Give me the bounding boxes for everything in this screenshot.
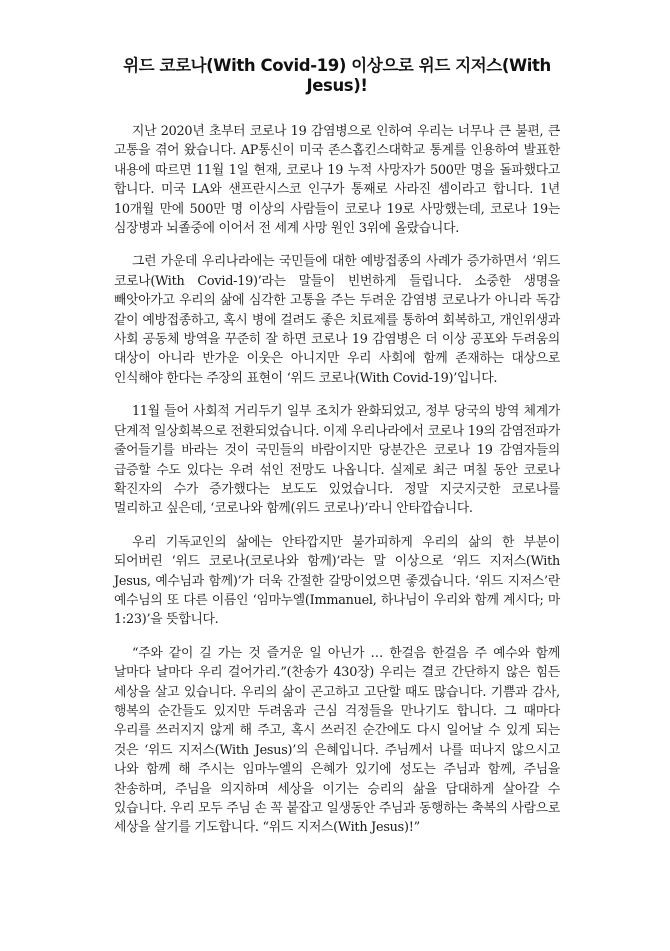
paragraph-with-covid: 그런 가운데 우리나라에는 국민들에 대한 예방접종의 사례가 증가하면서 ‘위드 코로나(With Covid-19)’라는 말들이 빈번하게 들립니다. 소중한 생명을 빼앗아가고 우리의 삶에 심각한 고통을 주는 두려운 감염병 코로나가 아니라 독감 같이 예방접종하고, 혹시 병에 걸려도 좋은 치료제를 통하여 회복하고, 개인위생과 사회 공동체 방역을 꾸준히 잘 하면 코로나 19 감염병은 더 이상 공포와 두려움의 대상이 아니라 반가운 이웃은 아니지만 우리 사회에 함께 존재하는 대상으로 인식해야 한다는 주장의 표현이 ‘위드 코로나(With Covid-19)’입니다. <box>114 254 560 386</box>
paragraph-daily-recovery: 11월 들어 사회적 거리두기 일부 조치가 완화되었고, 정부 당국의 방역 체계가 단계적 일상회복으로 전환되었습니다. 이제 우리나라에서 코로나 19의 감염전파가 줄어들기를 바라는 것이 국민들의 바람이지만 당분간은 코로나 19 감염자들의 급증할 수도 있다는 우려 섞인 전망도 나옵니다. 실제로 최근 며칠 동안 코로나 확진자의 수가 증가했다는 보도도 있었습니다. 정말 지긋지긋한 코로나를 멀리하고 싶은데, ‘코로나와 함께(위드 코로나)’라니 안타깝습니다. <box>114 404 561 517</box>
paragraph-hymn-prayer: “주와 같이 길 가는 것 즐거운 일 아닌가 … 한걸음 한걸음 주 예수와 함께 날마다 날마다 우리 걸어가리.”(찬송가 430장) 우리는 결코 간단하지 않은 힘든 세상을 살고 있습니다. 우리의 삶이 곤고하고 고단할 때도 많습니다. 기쁨과 감사, 행복의 순간들도 있지만 두려움과 근심 걱정들을 만나기도 합니다. 그 때마다 우리를 쓰러지지 않게 해 주고, 혹시 쓰러진 순간에도 다시 일어날 수 있게 되는 것은 ‘위드 지저스(With Jesus)’의 은혜입니다. 주님께서 나를 떠나지 않으시고 나와 함께 해 주시는 임마누엘의 은혜가 있기에 성도는 주님과 함께, 주님을 찬송하며, 주님을 의지하며 세상을 이기는 승리의 삶을 담대하게 살아갈 수 있습니다. 우리 모두 주님 손 꼭 붙잡고 일생동안 주님과 동행하는 축복의 사람으로 세상을 살기를 기도합니다. “위드 지저스(With Jesus)!” <box>114 645 560 836</box>
paragraph-covid-statistics: 지난 2020년 초부터 코로나 19 감염병으로 인하여 우리는 너무나 큰 불편, 큰 고통을 겪어 왔습니다. AP통신이 미국 존스홉킨스대학교 통계를 인용하여 발표한 내용에 따르면 11월 1일 현재, 코로나 19 누적 사망자가 500만 명을 돌파했다고 합니다. 미국 LA와 샌프란시스코 인구가 통째로 사라진 셈이라고 합니다. 1년 10개월 만에 500만 명 이상의 사람들이 코로나 19로 사망했는데, 코로나 19는 심장병과 뇌졸중에 이어서 전 세계 사망 원인 3위에 올랐습니다. <box>114 124 560 237</box>
paragraph-with-jesus: 우리 기독교인의 삶에는 안타깝지만 불가피하게 우리의 삶의 한 부분이 되어버린 ‘위드 코로나(코로나와 함께)’라는 말 이상으로 ‘위드 지저스(With Jesus, 예수님과 함께)’가 더욱 간절한 갈망이었으면 좋겠습니다. ‘위드 지저스’란 예수님의 또 다른 이름인 ‘임마누엘(Immanuel, 하나님이 우리와 함께 계시다; 마 1:23)’을 뜻합니다. <box>114 534 560 628</box>
document-title: 위드 코로나(With Covid-19) 이상으로 위드 지저스(With Jesus)! <box>123 56 551 95</box>
